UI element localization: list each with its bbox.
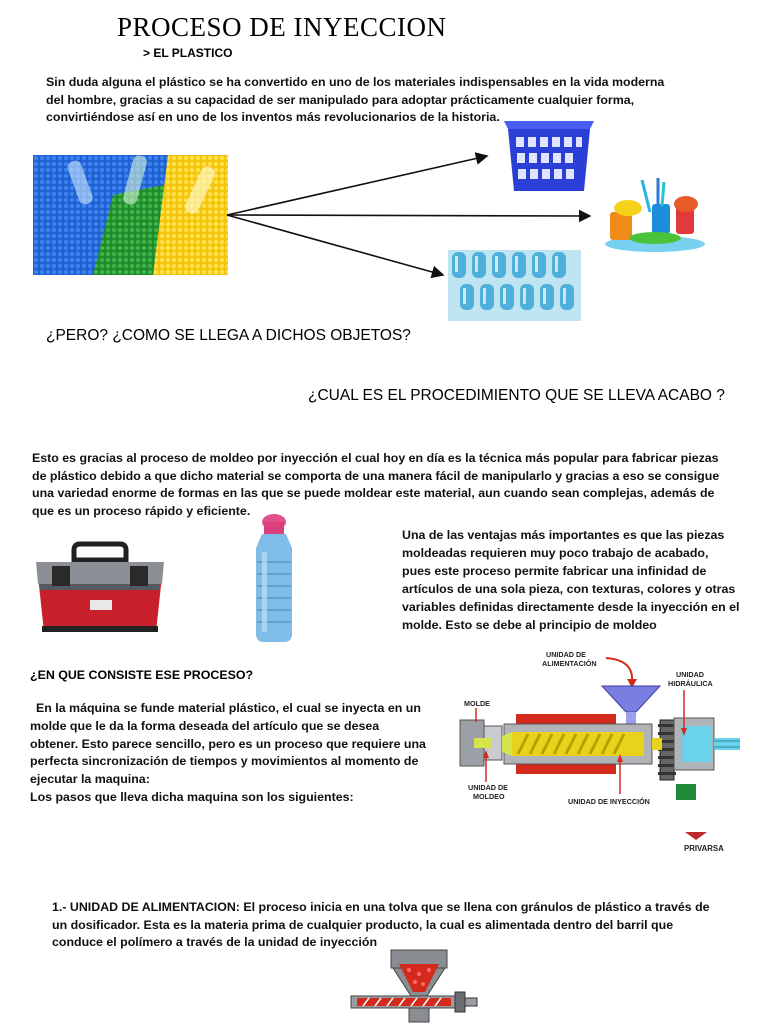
tableware-icon [600,176,712,254]
hopper-diagram [349,948,479,1024]
bottle-icon [248,512,300,644]
label-molding-2: MOLDEO [473,792,505,801]
question-heading-3: ¿EN QUE CONSISTE ESE PROCESO? [30,668,254,682]
label-hyd-1: UNIDAD [676,670,704,679]
crate-icon [500,115,598,195]
label-feed-2: ALIMENTACIÓN [542,659,597,668]
question-heading-1: ¿PERO? ¿COMO SE LLEGA A DICHOS OBJETOS? [46,327,411,344]
label-molding-1: UNIDAD DE [468,783,508,792]
section-subtitle: > EL PLASTICO [143,46,233,60]
label-hyd-2: HIDRÁULICA [668,679,713,688]
injection-machine-diagram [456,646,746,856]
machine-paragraph: En la máquina se funde material plástico, el cual se inyecta en un molde que le da la forma deseada del artículo que se desea obtener. Esto parece sencillo, pero es un proceso que requiere una perfecta sincronización de tiempos y movimientos al momento de ejecutar la maquina: [30,701,426,787]
page-title: PROCESO DE INYECCION [117,12,447,42]
bottles-photo [448,250,581,321]
step-1-paragraph: 1.- UNIDAD DE ALIMENTACION: El proceso inicia en una tolva que se llena con gránulos de plástico a través de un dosificador. Esta es la materia prima de cualquier producto, la cual es alimentada dentro del barril que conduce el polímero a través de la unidad de inyección [52,900,710,950]
intro-paragraph: Sin duda alguna el plástico se ha convertido en uno de los materiales indispensables en la vida moderna del hombre, gracias a su capacidad de ser manipulado para adoptar prácticamente cualquier forma, convirtiéndose así en uno de los inventos más revolucionarios de la historia. [46,75,665,124]
question-heading-2: ¿CUAL ES EL PROCEDIMIENTO QUE SE LLEVA ACABO ? [308,387,725,404]
label-injection: UNIDAD DE INYECCIÓN [568,797,650,806]
advantages-paragraph: Una de las ventajas más importantes es que las piezas moldeadas requieren muy poco trabajo de acabado, pues este proceso permite fabricar una infinidad de artículos de una sola pieza, con texturas, colores y otras variables definidas directamente desde la inyección en el molde. Esto se debe al principio de moldeo [402,528,740,632]
steps-intro: Los pasos que lleva dicha maquina son los siguientes: [30,790,354,804]
brand-label: PRIVARSA [684,844,724,853]
label-mold: MOLDE [464,699,490,708]
molding-paragraph: Esto es gracias al proceso de moldeo por inyección el cual hoy en día es la técnica más popular para fabricar piezas de plástico debido a que dicho material se comporta de una manera fácil de manipularlo y gracias a eso se consigue una variedad enorme de formas en las que se puede moldear este material, aun cuando sean complejas, además de que es un proceso rápido y eficiente. [32,451,720,518]
pellets-photo [33,155,228,275]
label-feed-1: UNIDAD DE [546,650,586,659]
toolbox-icon [34,540,166,640]
